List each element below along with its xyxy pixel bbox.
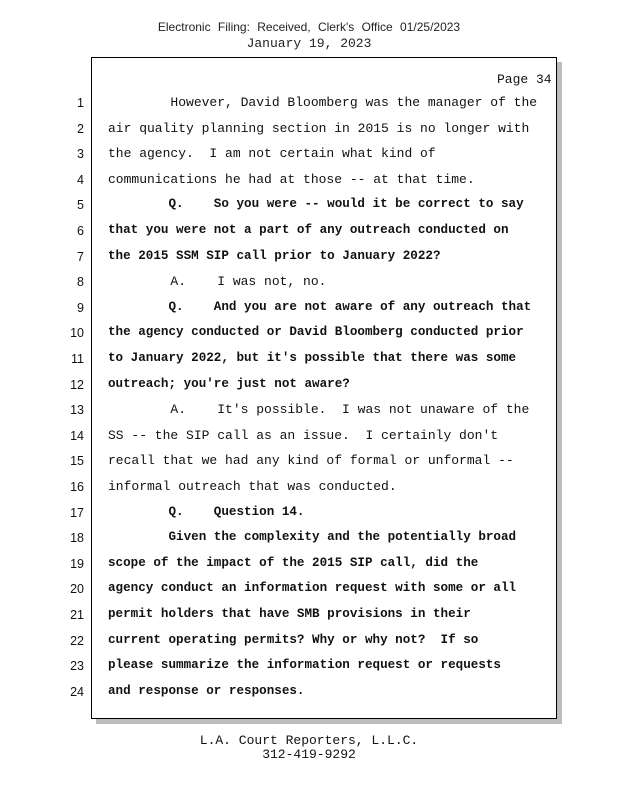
line-text: communications he had at those -- at that time. xyxy=(108,171,475,187)
line-text: Q. And you are not aware of any outreach that xyxy=(108,299,532,314)
line-number: 18 xyxy=(70,531,84,546)
line-number: 5 xyxy=(77,198,84,213)
line-text: outreach; you're just not aware? xyxy=(108,376,350,391)
line-text: that you were not a part of any outreach conducted on xyxy=(108,223,509,237)
line-number: 21 xyxy=(70,608,84,622)
line-text: to January 2022, but it's possible that there was some xyxy=(108,351,517,365)
line-text: SS -- the SIP call as an issue. I certainly don't xyxy=(108,427,499,443)
line-text: air quality planning section in 2015 is no longer with xyxy=(108,120,530,136)
reporter-company: L.A. Court Reporters, L.L.C. xyxy=(199,733,419,748)
line-number: 17 xyxy=(70,505,84,520)
line-number: 15 xyxy=(70,454,84,469)
line-number: 12 xyxy=(70,377,84,392)
line-text: the agency. I am not certain what kind of xyxy=(108,146,436,162)
line-text: and response or responses. xyxy=(108,683,305,698)
transcript-date: January 19, 2023 xyxy=(246,36,372,51)
line-text: agency conduct an information request with some or all xyxy=(108,581,517,596)
line-number: 4 xyxy=(77,172,84,187)
line-number: 10 xyxy=(70,326,84,341)
line-number: 8 xyxy=(77,275,84,290)
line-number: 1 xyxy=(77,96,84,110)
line-number: 2 xyxy=(77,121,84,136)
line-text: A. I was not, no. xyxy=(108,274,327,290)
line-number: 7 xyxy=(77,249,84,264)
line-text: please summarize the information request or requests xyxy=(108,658,501,673)
line-text: permit holders that have SMB provisions in their xyxy=(108,607,471,621)
line-number: 6 xyxy=(77,224,84,238)
line-number: 13 xyxy=(70,403,84,418)
line-text: informal outreach that was conducted. xyxy=(108,479,397,494)
line-number: 11 xyxy=(71,352,84,366)
line-text: A. It's possible. I was not unaware of the xyxy=(108,402,530,418)
line-text: the 2015 SSM SIP call prior to January 2022? xyxy=(108,248,441,263)
line-text: the agency conducted or David Bloomberg conducted prior xyxy=(108,325,524,340)
line-number: 16 xyxy=(70,480,84,494)
reporter-phone: 312-419-9292 xyxy=(262,747,356,762)
line-number: 3 xyxy=(77,147,84,162)
line-text: recall that we had any kind of formal or unformal -- xyxy=(108,453,514,469)
line-number: 14 xyxy=(70,428,84,443)
filing-stamp: Electronic Filing: Received, Clerk's Office 01/25/2023 xyxy=(157,20,461,34)
page-number: Page 34 xyxy=(497,72,552,87)
line-text: However, David Bloomberg was the manager of the xyxy=(108,95,538,110)
line-text: Q. So you were -- would it be correct to say xyxy=(108,197,524,212)
line-number: 19 xyxy=(70,556,84,571)
line-text: Given the complexity and the potentially broad xyxy=(108,530,517,545)
line-number: 20 xyxy=(70,582,84,597)
line-number: 23 xyxy=(70,659,84,674)
line-text: Q. Question 14. xyxy=(108,504,305,519)
line-number: 22 xyxy=(70,633,84,648)
line-text: scope of the impact of the 2015 SIP call, did the xyxy=(108,555,479,570)
line-number: 24 xyxy=(70,684,84,699)
line-number: 9 xyxy=(77,300,84,315)
line-text: current operating permits? Why or why not? If so xyxy=(108,632,479,647)
